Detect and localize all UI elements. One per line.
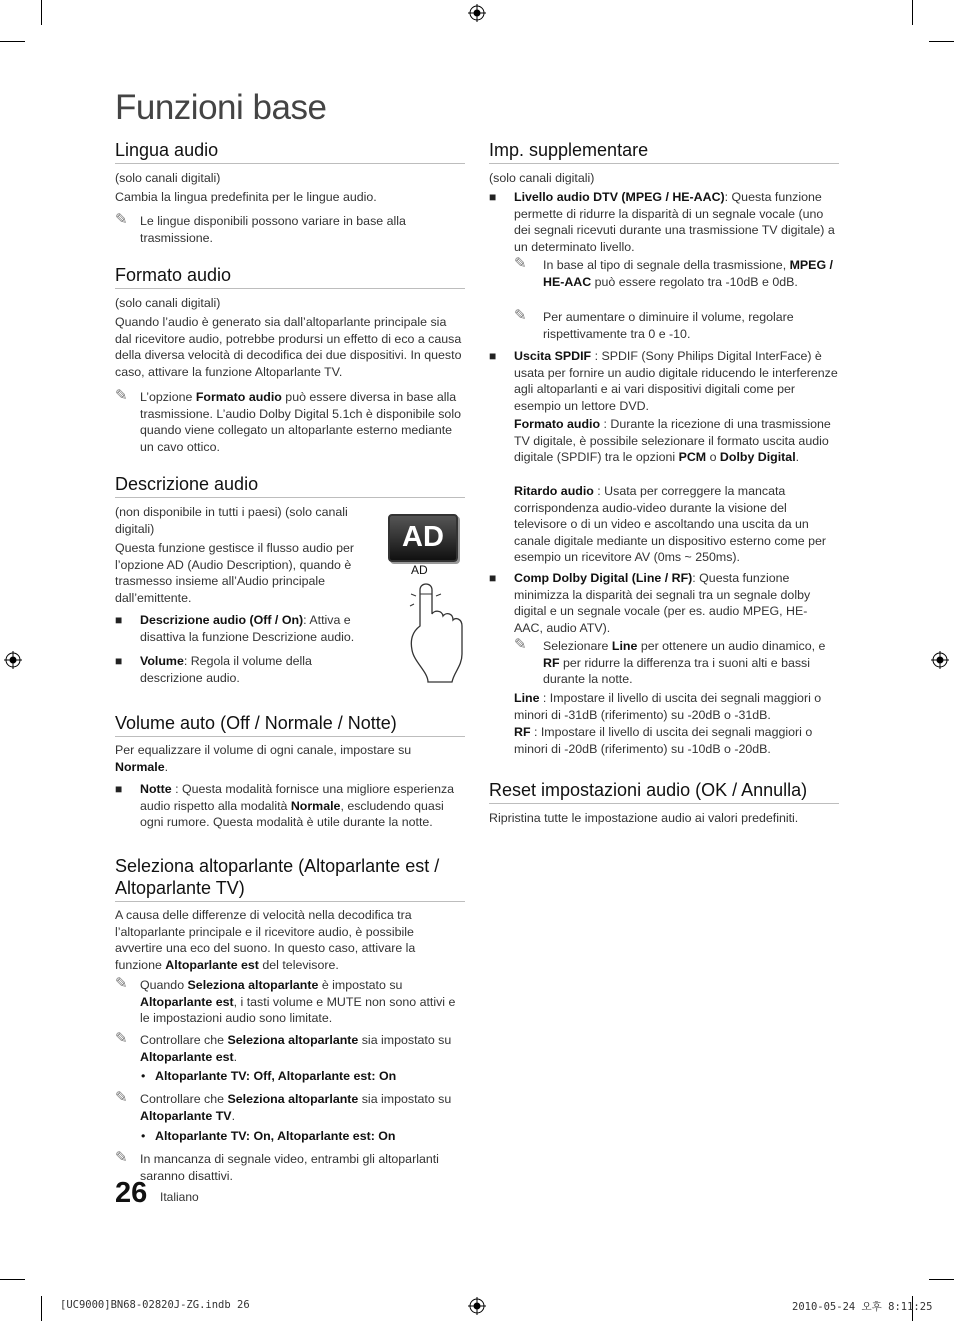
ad-button-illustration (388, 514, 468, 684)
ad-caption: AD (411, 563, 428, 577)
heading-descrizione-audio: Descrizione audio (115, 473, 465, 498)
square-bullet-icon: ■ (115, 782, 123, 796)
hand-pointer-icon (406, 574, 466, 686)
paragraph: A causa delle differenze di velocità nella decodifica tra l’altoparlante principale e il ricevitore audio, è possibile avvertire una eco del suono. In questo caso, attivare la funzione Altoparlante est del televisore. (115, 908, 416, 972)
note: ✎ Le lingue disponibili possono variare in base alla trasmissione. (115, 211, 406, 245)
bullet-item: ■ Notte : Questa modalità fornisce una migliore esperienza audio rispetto alla modalità Normale, escludendo quasi ogni rumore. Questa modalità è utile durante la notte. (115, 782, 455, 830)
note: ✎ Controllare che Seleziona altoparlante sia impostato su Altoparlante est. (115, 1030, 452, 1064)
note: ✎ Quando Seleziona altoparlante è impostato su Altoparlante est, i tasti volume e MUTE non sono attivi e le impostazioni audio sono limitate. (115, 975, 456, 1026)
paragraph: (solo canali digitali) (115, 171, 221, 185)
bullet-dot-icon: • (141, 1069, 146, 1083)
square-bullet-icon: ■ (489, 349, 497, 363)
square-bullet-icon: ■ (489, 190, 497, 204)
bullet-item: ■ Comp Dolby Digital (Line / RF): Questa funzione minimizza la disparità dei segnali tra un segnale dolby digital e un segnale vocale (per es. audio MPEG, HE-AAC, audio ATV). (489, 571, 811, 635)
crop-mark (0, 1279, 25, 1280)
paragraph: RF : Impostare il livello di uscita dei segnali maggiori o minori di -20dB (riferimento) su -10dB o -20dB. (514, 725, 813, 756)
dot-item: • Altoparlante TV: Off, Altoparlante est: On (141, 1069, 397, 1083)
pencil-note-icon: ✎ (514, 636, 527, 653)
page-number: 26 (115, 1177, 148, 1209)
crop-mark (929, 41, 954, 42)
heading-volume-auto: Volume auto (Off / Normale / Notte) (115, 712, 465, 737)
note: ✎ In base al tipo di segnale della trasmissione, MPEG / HE-AAC può essere regolato tra -10dB e 0dB. (514, 255, 833, 289)
heading-formato-audio: Formato audio (115, 264, 465, 289)
pencil-note-icon: ✎ (514, 307, 527, 324)
page-language: Italiano (160, 1190, 199, 1204)
crop-mark (41, 1296, 42, 1321)
paragraph: Ripristina tutte le impostazione audio ai valori predefiniti. (489, 811, 799, 825)
paragraph: Cambia la lingua predefinita per le lingue audio. (115, 190, 377, 204)
pencil-note-icon: ✎ (115, 211, 128, 228)
heading-imp-supplementare: Imp. supplementare (489, 139, 839, 164)
paragraph: Questa funzione gestisce il flusso audio per l’opzione AD (Audio Description), quando è trasmesso insieme all’Audio principale dall’emittente. (115, 541, 355, 605)
paragraph: Formato audio : Durante la ricezione di una trasmissione TV digitale, è possibile selezionare il formato uscita audio digitale (SPDIF) tra le opzioni PCM o Dolby Digital. (514, 417, 831, 465)
crop-mark (0, 41, 25, 42)
note: ✎ Selezionare Line per ottenere un audio dinamico, e RF per ridurre la differenza tra i suoni alti e bassi durante la notte. (514, 636, 826, 687)
pencil-note-icon: ✎ (115, 975, 128, 992)
paragraph: (solo canali digitali) (489, 171, 595, 185)
dot-item: • Altoparlante TV: On, Altoparlante est: On (141, 1129, 396, 1143)
square-bullet-icon: ■ (115, 654, 123, 668)
registration-mark-icon (931, 651, 949, 669)
paragraph: Ritardo audio : Usata per correggere la mancata corrispondenza audio-video durante la visione del televisore o di un video e ascoltando una uscita da un canale digitale mediante un dispositivo esterno come per esempio un ricevitore AV (0ms ~ 250ms). (514, 484, 827, 565)
pencil-note-icon: ✎ (115, 1149, 128, 1166)
bullet-item: ■ Volume: Regola il volume della descrizione audio. (115, 654, 312, 685)
bullet-item: ■ Descrizione audio (Off / On): Attiva e disattiva la funzione Descrizione audio. (115, 613, 355, 644)
bullet-dot-icon: • (141, 1129, 146, 1143)
crop-mark (929, 1279, 954, 1280)
square-bullet-icon: ■ (489, 571, 497, 585)
pencil-note-icon: ✎ (115, 1089, 128, 1106)
page-title: Funzioni base (115, 88, 327, 127)
registration-mark-icon (4, 651, 22, 669)
pencil-note-icon: ✎ (514, 255, 527, 272)
paragraph: (non disponibile in tutti i paesi) (solo canali digitali) (115, 505, 348, 536)
crop-mark (41, 0, 42, 25)
bullet-item: ■ Uscita SPDIF : SPDIF (Sony Philips Digital InterFace) è usata per fornire un audio digitale riducendo le interferenze agli altoparlanti e ai vari dispositivi digitali come per esempio un lettore DVD. (489, 349, 838, 413)
paragraph: Quando l’audio è generato sia dall’altoparlante principale sia dal ricevitore audio, potrebbe prodursi un effetto di eco a causa della diversa velocità di decodifica dei due dispositivi. In questo caso, attivare la funzione Altoparlante TV. (115, 315, 462, 379)
crop-mark (912, 0, 913, 25)
heading-reset-impostazioni: Reset impostazioni audio (OK / Annulla) (489, 779, 839, 804)
ad-button-icon: AD (388, 514, 458, 562)
bullet-item: ■ Livello audio DTV (MPEG / HE-AAC): Questa funzione permette di ridurre la disparità di un segnale vocale (uno dei segnali ricevuti durante una trasmissione TV digitale) a un determinato livello. (489, 190, 835, 254)
note: ✎ Per aumentare o diminuire il volume, regolare rispettivamente tra 0 e -10. (514, 307, 794, 341)
note: ✎ In mancanza di segnale video, entrambi gli altoparlanti saranno disattivi. (115, 1149, 439, 1183)
note: ✎ L’opzione Formato audio può essere diversa in base alla trasmissione. L’audio Dolby Digital 5.1ch è disponibile solo quando viene collegato un altoparlante esterno mediante un cavo ottico. (115, 387, 461, 454)
print-date-info: 2010-05-24 오후 8:11:25 (792, 1301, 933, 1313)
pencil-note-icon: ✎ (115, 1030, 128, 1047)
pencil-note-icon: ✎ (115, 387, 128, 404)
paragraph: Line : Impostare il livello di uscita dei segnali maggiori o minori di -31dB (riferimento) su -20dB o -31dB. (514, 691, 822, 722)
registration-mark-icon (468, 1297, 486, 1315)
heading-seleziona-altoparlante: Seleziona altoparlante (Altoparlante est / Altoparlante TV) (115, 855, 465, 902)
print-file-info: [UC9000]BN68-02820J-ZG.indb 26 (60, 1299, 250, 1311)
square-bullet-icon: ■ (115, 613, 123, 627)
paragraph: (solo canali digitali) (115, 296, 221, 310)
note: ✎ Controllare che Seleziona altoparlante sia impostato su Altoparlante TV. (115, 1089, 452, 1123)
heading-lingua-audio: Lingua audio (115, 139, 465, 164)
registration-mark-icon (468, 4, 486, 22)
paragraph: Per equalizzare il volume di ogni canale, impostare su Normale. (115, 743, 412, 774)
